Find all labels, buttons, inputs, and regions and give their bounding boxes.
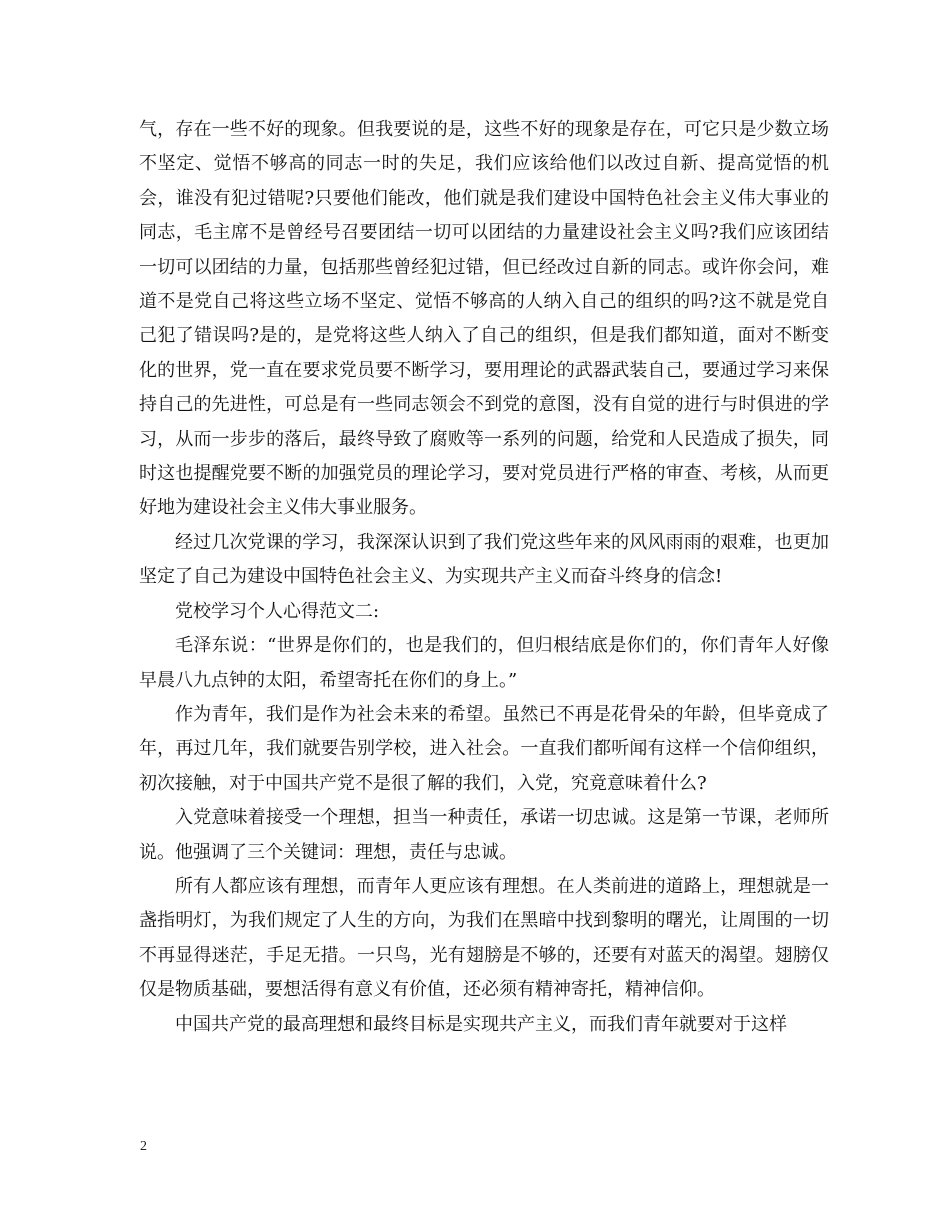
section-heading: 党校学习个人心得范文二: (175, 600, 380, 622)
body-text (139, 113, 829, 1042)
paragraph: 入党意味着接受一个理想，担当一种责任，承诺一切忠诚。这是第一节课，老师所说。他强调了三个关键词：理想，责任与忠诚。 (139, 807, 829, 863)
paragraph: 作为青年，我们是作为社会未来的希望。虽然已不再是花骨朵的年龄，但毕竟成了年，再过几年，我们就要告别学校，进入社会。一直我们都听闻有这样一个信仰组织，初次接触，对于中国共产党不是很了解的我们，入党，究竟意味着什么? (139, 703, 829, 794)
paragraph: 气，存在一些不好的现象。但我要说的是，这些不好的现象是存在，可它只是少数立场不坚定、觉悟不够高的同志一时的失足，我们应该给他们以改过自新、提高觉悟的机会，谁没有犯过错呢?只要他们能改，他们就是我们建设中国特色社会主义伟大事业的同志，毛主席不是曾经号召要团结一切可以团结的力量建设社会主义吗?我们应该团结一切可以团结的力量，包括那些曾经犯过错，但已经改过自新的同志。或许你会问，难道不是党自己将这些立场不坚定、觉悟不够高的人纳入自己的组织的吗?这不就是党自己犯了错误吗?是的，是党将这些人纳入了自己的组织，但是我们都知道，面对不断变化的世界，党一直在要求党员要不断学习，要用理论的武器武装自己，要通过学习来保持自己的先进性，可总是有一些同志领会不到党的意图，没有自觉的进行与时俱进的学习，从而一步步的落后，最终导致了腐败等一系列的问题，给党和人民造成了损失，同时这也提醒党要不断的加强党员的理论学习，要对党员进行严格的审查、考核，从而更好地为建设社会主义伟大事业服务。 (139, 119, 829, 519)
paragraph: 所有人都应该有理想，而青年人更应该有理想。在人类前进的道路上，理想就是一盏指明灯，为我们规定了人生的方向，为我们在黑暗中找到黎明的曙光，让周围的一切不再显得迷茫，手足无措。一只鸟，光有翅膀是不够的，还要有对蓝天的渴望。翅膀仅仅是物质基础，要想活得有意义有价值，还必须有精神寄托，精神信仰。 (139, 875, 829, 1001)
quote-paragraph: 毛泽东说：“世界是你们的，也是我们的，但归根结底是你们的，你们青年人好像早晨八九点钟的太阳，希望寄托在你们的身上。” (139, 635, 829, 691)
paragraph: 经过几次党课的学习，我深深认识到了我们党这些年来的风风雨雨的艰难，也更加坚定了自己为建设中国特色社会主义、为实现共产主义而奋斗终身的信念! (139, 531, 829, 588)
paragraph: 中国共产党的最高理想和最终目标是实现共产主义，而我们青年就要对于这样 (175, 1013, 787, 1035)
page-number: 2 (140, 1139, 147, 1154)
